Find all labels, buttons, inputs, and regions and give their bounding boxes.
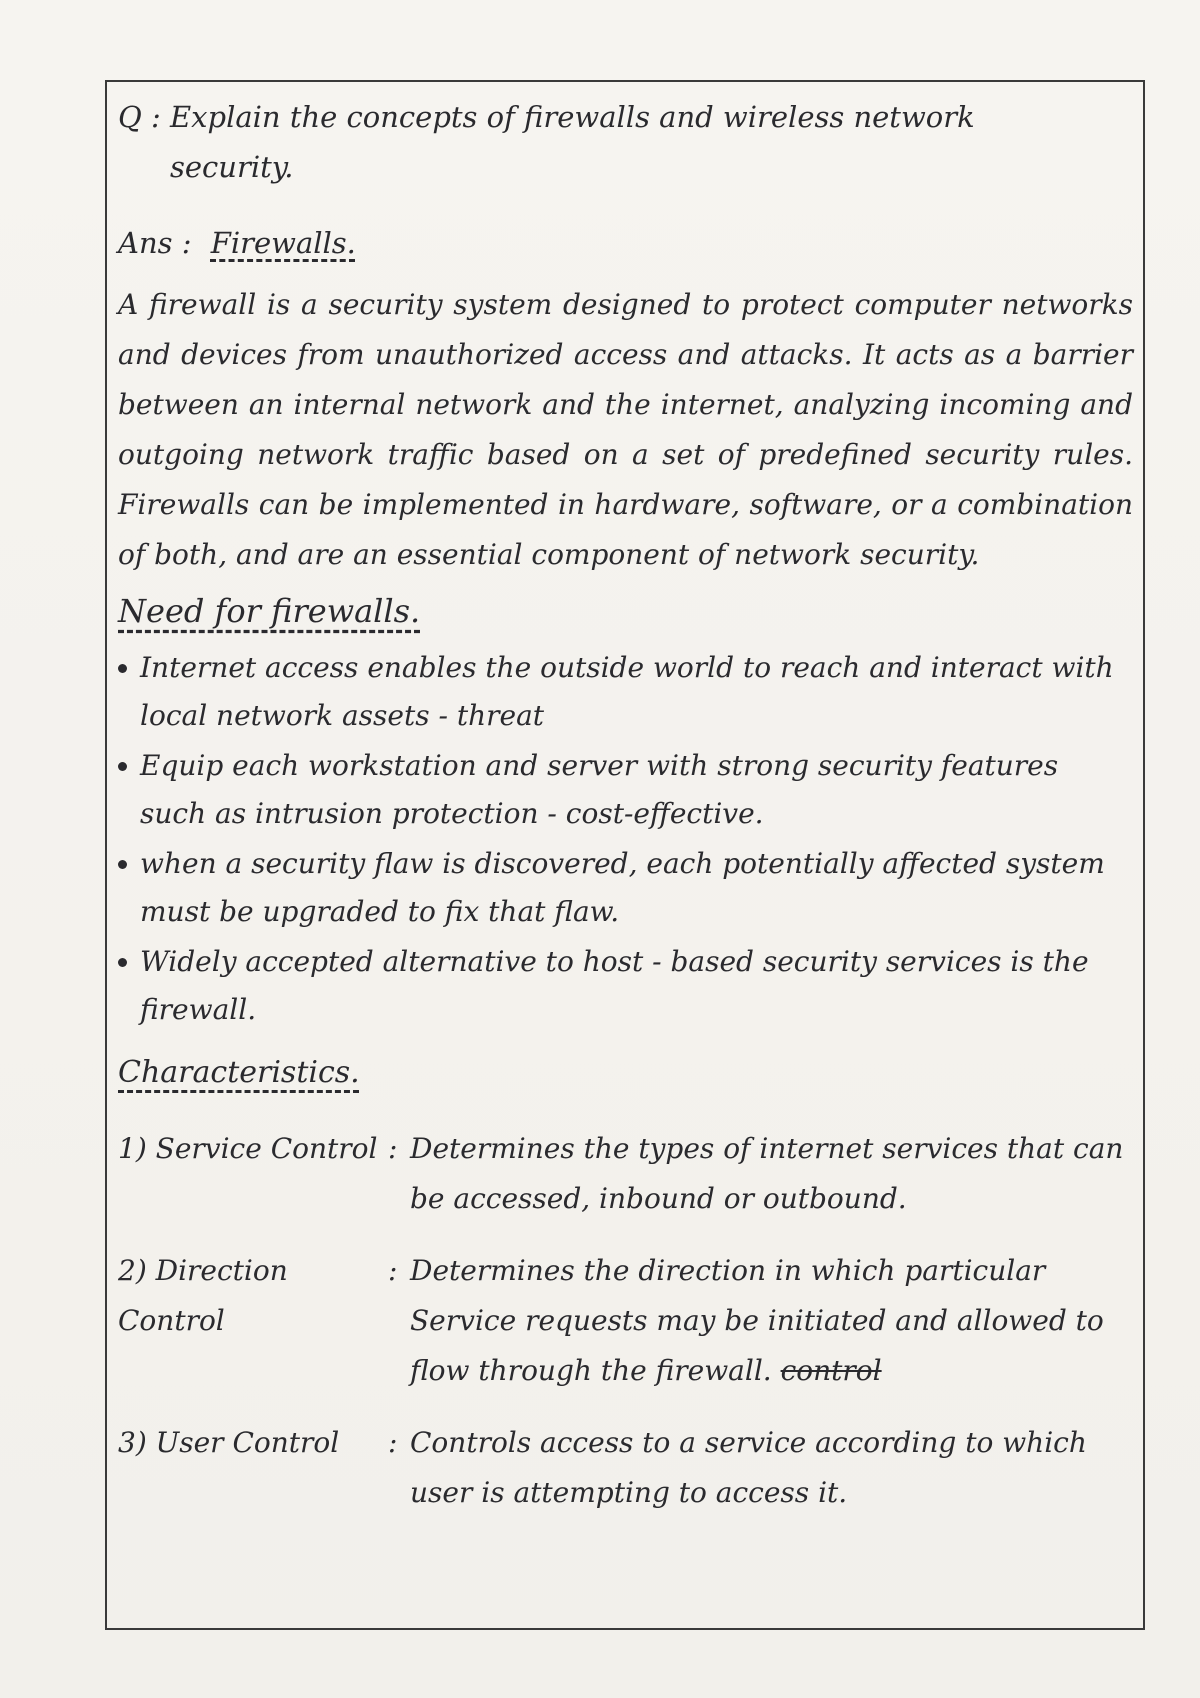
list-item — [118, 1246, 1133, 1396]
list-item — [118, 742, 1133, 838]
bullet-text: when a security flaw is discovered, each potentially affected system must be upgraded to fix that flaw. — [140, 847, 1105, 928]
bullet-dot-icon — [118, 762, 127, 771]
list-item — [118, 1418, 1133, 1518]
characteristics-list — [118, 1124, 1133, 1518]
characteristic-desc: Determines the direction in which particular Service requests may be initiated and allowed to flow through the firewall. — [410, 1254, 1104, 1387]
list-item — [118, 840, 1133, 936]
characteristic-desc-wrapper — [410, 1246, 1133, 1396]
colon-separator: : — [388, 1426, 398, 1459]
need-bullet-list — [118, 644, 1133, 1034]
characteristic-term: 3) User Control — [118, 1426, 340, 1459]
colon-separator: : — [388, 1254, 398, 1287]
bullet-dot-icon — [118, 958, 127, 967]
need-for-firewalls-heading: Need for firewalls. — [118, 592, 421, 630]
bullet-dot-icon — [118, 664, 127, 673]
colon-separator: : — [388, 1132, 398, 1165]
intro-paragraph: A firewall is a security system designed to protect computer networks and devices from unauthorized access and attacks. It acts as a barrier between an internal network and the internet, analyzing incoming and outgoing network traffic based on a set of predefined security rules. Firewalls can be implemented in hardware, software, or a combination of both, and are an essential component of network security. — [118, 288, 1133, 571]
characteristic-desc: Controls access to a service according to which user is attempting to access it. — [410, 1426, 1087, 1509]
bullet-text: Widely accepted alternative to host - based security services is the firewall. — [140, 945, 1089, 1026]
answer-label: Ans : — [118, 226, 192, 260]
bullet-text: Equip each workstation and server with strong security features such as intrusion protection - cost-effective. — [140, 749, 1059, 830]
list-item — [118, 938, 1133, 1034]
characteristic-term: 2) Direction Control — [118, 1254, 288, 1337]
question-label: Q : — [118, 100, 161, 134]
characteristic-desc: Determines the types of internet services that can be accessed, inbound or outbound. — [410, 1132, 1124, 1215]
struck-word: control — [780, 1354, 882, 1387]
list-item — [118, 1124, 1133, 1224]
question-text-line2: security. — [170, 150, 294, 184]
question-block — [118, 92, 1133, 192]
bullet-text: Internet access enables the outside world to reach and interact with local network assets - threat — [140, 651, 1114, 732]
characteristic-term: 1) Service Control — [118, 1132, 378, 1165]
handwritten-notes — [118, 92, 1133, 1540]
list-item — [118, 644, 1133, 740]
question-text-line1: Explain the concepts of firewalls and wireless network — [170, 100, 975, 134]
firewalls-heading: Firewalls. — [210, 226, 356, 260]
answer-heading-row — [118, 218, 1133, 268]
characteristics-heading: Characteristics. — [118, 1055, 360, 1090]
bullet-dot-icon — [118, 860, 127, 869]
